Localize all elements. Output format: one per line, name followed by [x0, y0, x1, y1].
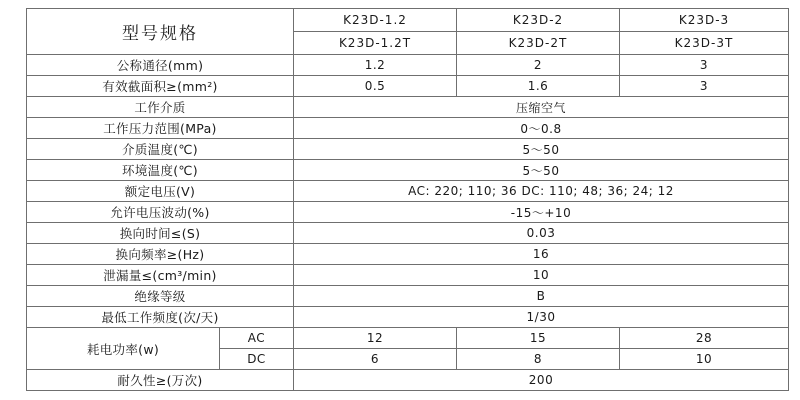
table-row — [27, 370, 789, 391]
cell-value: 1.2 — [294, 55, 457, 76]
row-label: 换向时间≤(S) — [27, 223, 294, 244]
table-row — [27, 307, 789, 328]
cell-value: AC: 220; 110; 36 DC: 110; 48; 36; 24; 12 — [294, 181, 789, 202]
cell-value: 3 — [620, 55, 789, 76]
cell-value: 12 — [294, 328, 457, 349]
table-row — [27, 55, 789, 76]
row-label: 环境温度(℃) — [27, 160, 294, 181]
cell-value: 15 — [457, 328, 620, 349]
row-label: 有效截面积≥(mm²) — [27, 76, 294, 97]
row-label: 介质温度(℃) — [27, 139, 294, 160]
row-label: 耗电功率(w) — [27, 328, 220, 370]
cell-value: 0～0.8 — [294, 118, 789, 139]
row-label: 最低工作频度(次/天) — [27, 307, 294, 328]
model-k23d-3: K23D-3 — [620, 9, 789, 32]
cell-value: 200 — [294, 370, 789, 391]
table-row — [27, 160, 789, 181]
spec-table — [26, 8, 789, 391]
row-label: 耐久性≥(万次) — [27, 370, 294, 391]
model-k23d-2: K23D-2 — [457, 9, 620, 32]
cell-value: B — [294, 286, 789, 307]
row-label: 额定电压(V) — [27, 181, 294, 202]
cell-value: 3 — [620, 76, 789, 97]
table-row — [27, 139, 789, 160]
cell-value: 0.5 — [294, 76, 457, 97]
cell-value: 5～50 — [294, 139, 789, 160]
model-k23d-1-2t: K23D-1.2T — [294, 32, 457, 55]
cell-value: 28 — [620, 328, 789, 349]
model-k23d-2t: K23D-2T — [457, 32, 620, 55]
table-row — [27, 328, 789, 349]
row-label: 泄漏量≤(cm³/min) — [27, 265, 294, 286]
power-dc-label: DC — [220, 349, 294, 370]
row-label: 允许电压波动(%) — [27, 202, 294, 223]
table-row — [27, 244, 789, 265]
cell-value: 1/30 — [294, 307, 789, 328]
table-row — [27, 286, 789, 307]
model-k23d-3t: K23D-3T — [620, 32, 789, 55]
model-k23d-1-2: K23D-1.2 — [294, 9, 457, 32]
cell-value: -15～+10 — [294, 202, 789, 223]
row-label: 绝缘等级 — [27, 286, 294, 307]
cell-value: 5～50 — [294, 160, 789, 181]
cell-value: 1.6 — [457, 76, 620, 97]
cell-value: 6 — [294, 349, 457, 370]
table-row — [27, 97, 789, 118]
cell-value: 10 — [294, 265, 789, 286]
cell-value: 0.03 — [294, 223, 789, 244]
row-label: 工作介质 — [27, 97, 294, 118]
cell-value: 压缩空气 — [294, 97, 789, 118]
row-label: 公称通径(mm) — [27, 55, 294, 76]
cell-value: 10 — [620, 349, 789, 370]
cell-value: 2 — [457, 55, 620, 76]
row-label: 工作压力范围(MPa) — [27, 118, 294, 139]
table-row — [27, 76, 789, 97]
power-ac-label: AC — [220, 328, 294, 349]
table-row — [27, 181, 789, 202]
table-row — [27, 265, 789, 286]
row-label: 换向频率≥(Hz) — [27, 244, 294, 265]
table-row — [27, 202, 789, 223]
table-row — [27, 223, 789, 244]
table-row — [27, 118, 789, 139]
table-title: 型号规格 — [27, 9, 294, 55]
cell-value: 16 — [294, 244, 789, 265]
header-row-top — [27, 9, 789, 32]
cell-value: 8 — [457, 349, 620, 370]
